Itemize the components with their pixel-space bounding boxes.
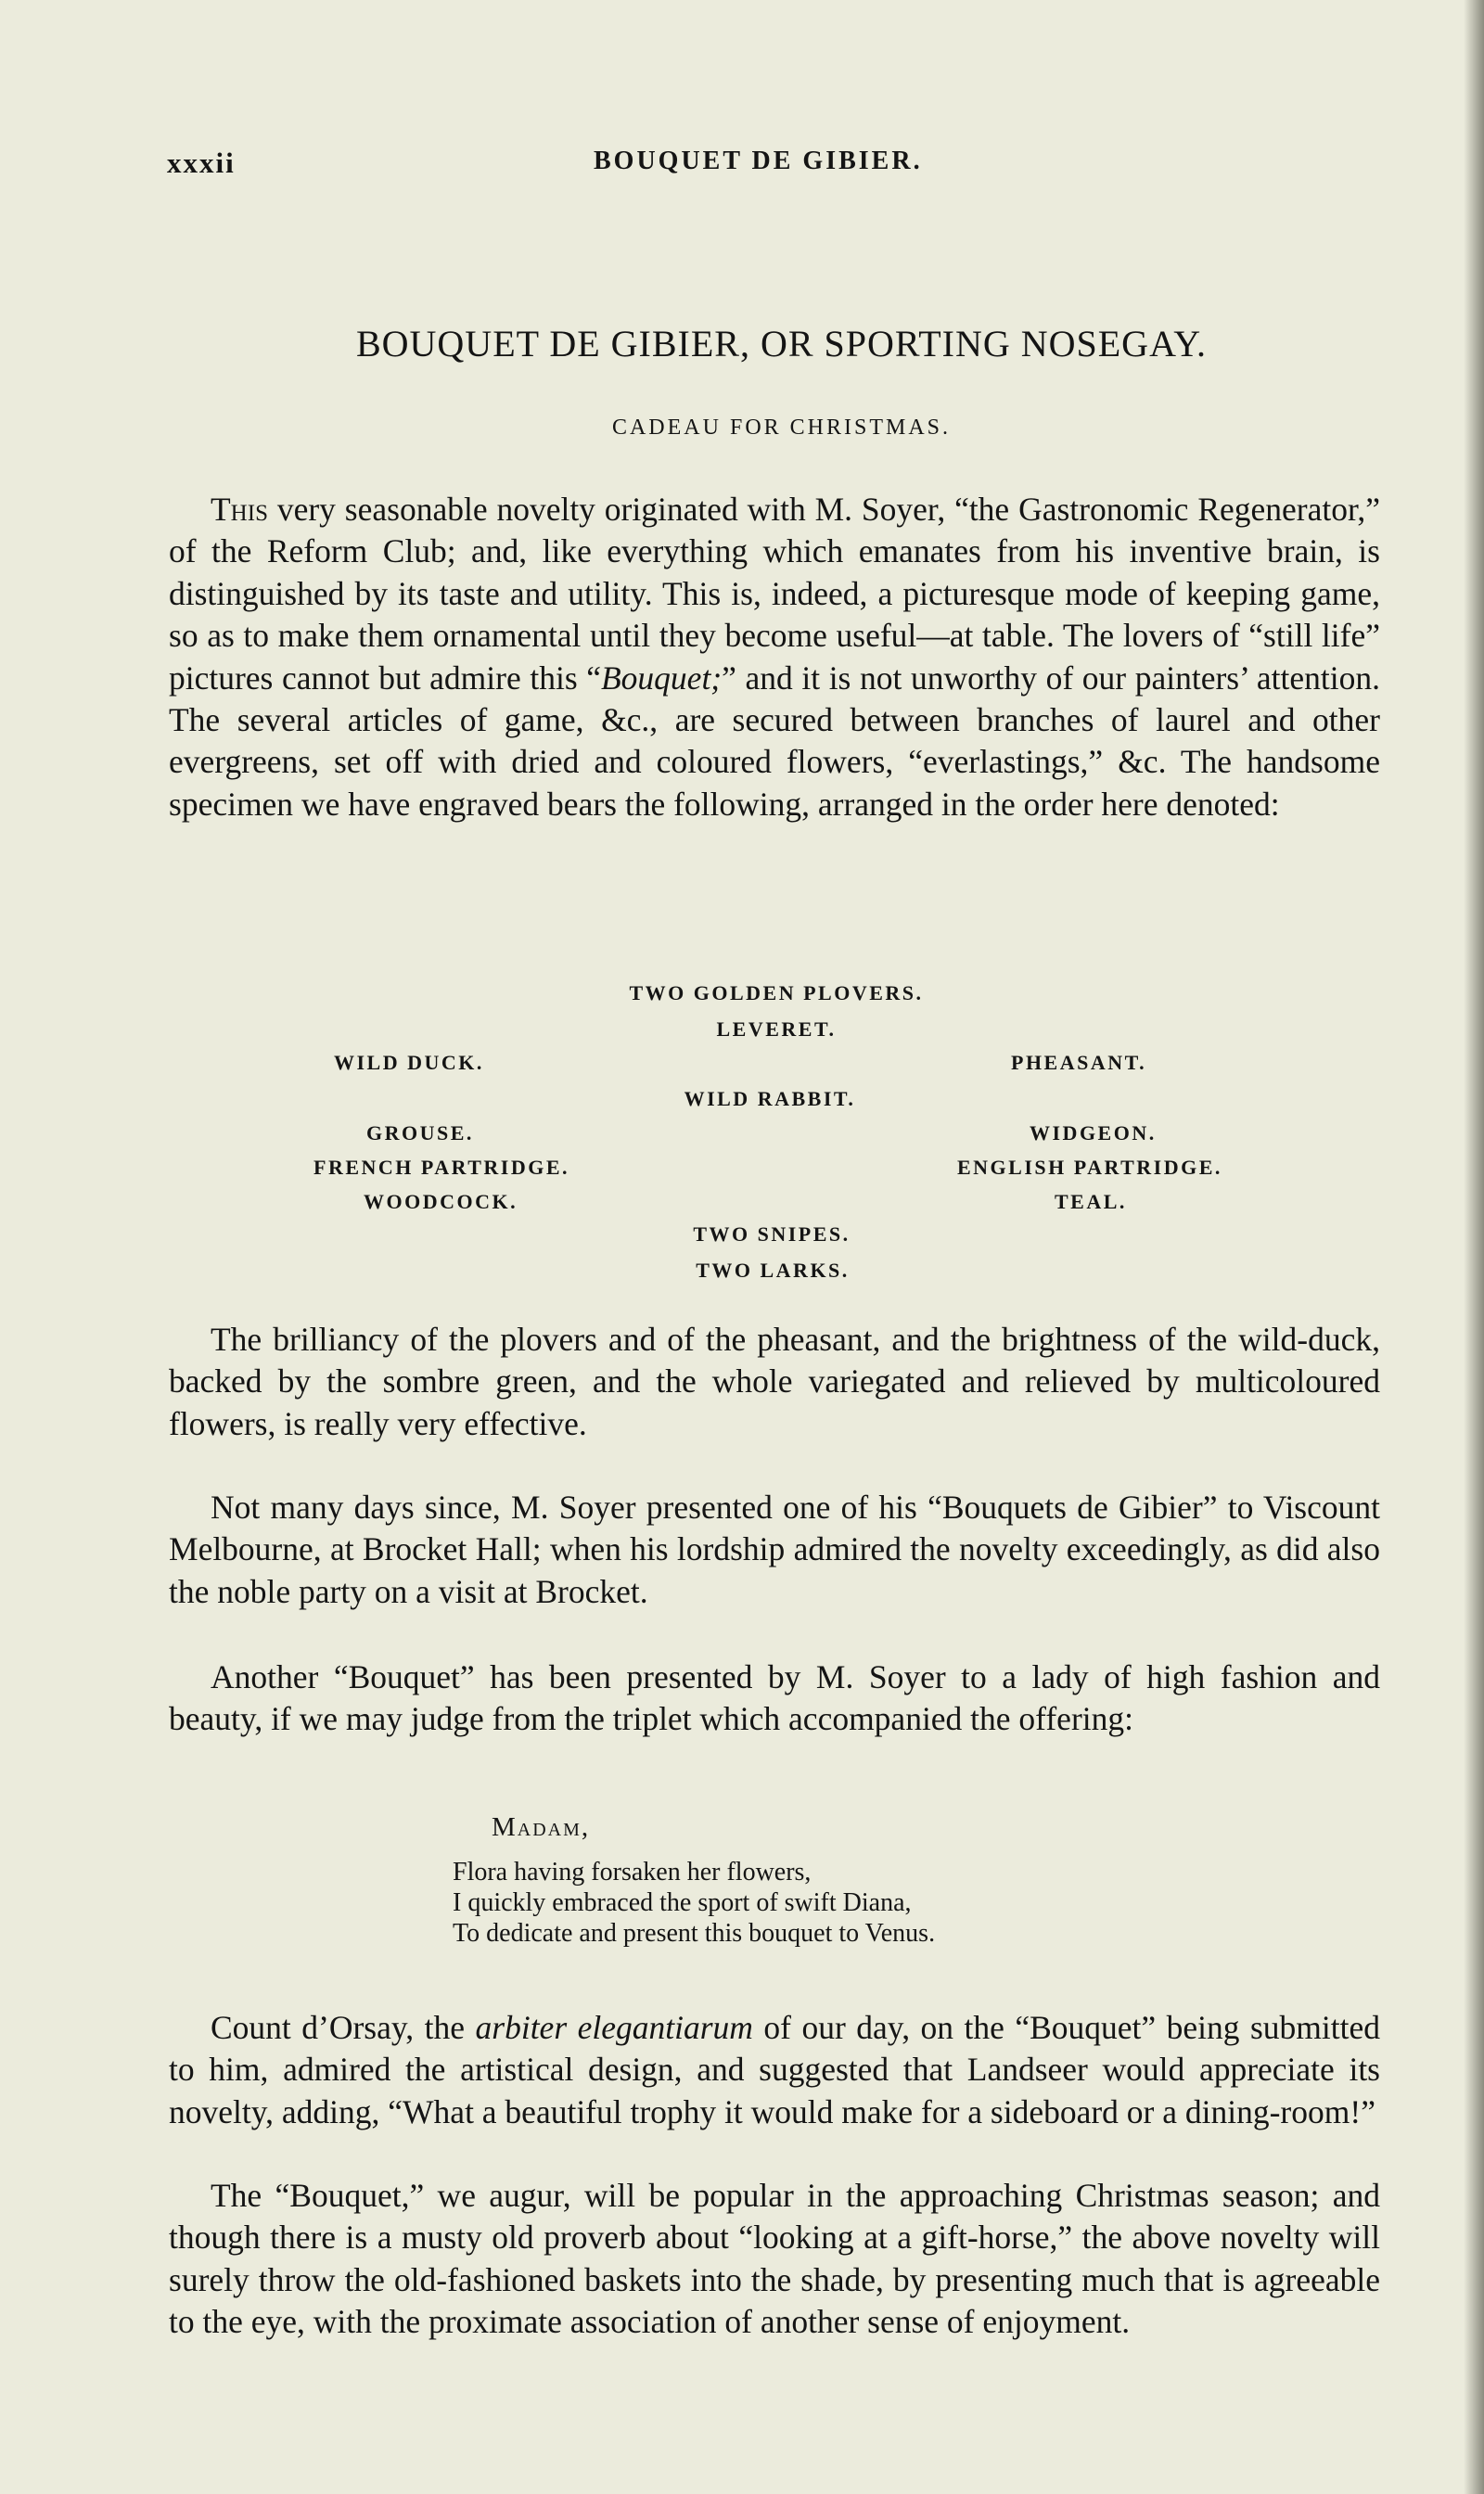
intro-text-2: ” and it is not unworthy of our painters’ attention. The several articles of game, &c., are secured between branches of laurel and other evergreens, set off with dried and coloured flowers, “everlastings,” &c. The handsome specimen we have engraved bears the following, arranged in the order here denoted: xyxy=(169,659,1380,823)
paragraph-count-dorsay xyxy=(169,2007,1380,2133)
verse-salutation: Madam, xyxy=(492,1812,591,1842)
list-two-snipes: TWO SNIPES. xyxy=(693,1222,851,1246)
orsay-emphasis: arbiter elegantiarum xyxy=(475,2009,753,2046)
list-pheasant: PHEASANT. xyxy=(1011,1051,1147,1074)
page-number: xxxii xyxy=(167,147,236,179)
list-wild-rabbit: WILD RABBIT. xyxy=(684,1087,856,1110)
article-title: BOUQUET DE GIBIER, OR SPORTING NOSEGAY. xyxy=(355,323,1208,365)
list-leveret: LEVERET. xyxy=(716,1017,837,1041)
list-french-partridge: FRENCH PARTRIDGE. xyxy=(313,1156,569,1179)
paragraph-melbourne: Not many days since, M. Soyer presented one of his “Bouquets de Gibier” to Viscount Melbourne, at Brocket Hall; when his lordship admired the novelty exceedingly, as did also the noble party on a visit at Brocket. xyxy=(169,1489,1380,1610)
intro-paragraph xyxy=(169,489,1380,825)
list-grouse: GROUSE. xyxy=(366,1121,474,1145)
orsay-text-1: Count d’Orsay, the xyxy=(211,2009,476,2046)
intro-text-1: very seasonable novelty originated with M. Soyer, “the Gastronomic Regenerator,” of the Reform Club; and, like everything which emanates from his inventive brain, is distinguished by its taste and utility. This is, indeed, a picturesque mode of keeping game, so as to make them ornamental until they become useful—at table. The lovers of “still life” pictures cannot but admire this “ xyxy=(169,491,1380,697)
intro-emphasis: Bouquet; xyxy=(601,659,723,697)
list-english-partridge: ENGLISH PARTRIDGE. xyxy=(957,1156,1222,1179)
list-two-golden-plovers: TWO GOLDEN PLOVERS. xyxy=(629,981,924,1004)
verse-line-1: Flora having forsaken her flowers, xyxy=(453,1858,812,1886)
article-subtitle: CADEAU FOR CHRISTMAS. xyxy=(611,416,952,440)
list-woodcock: WOODCOCK. xyxy=(364,1190,518,1213)
orsay-text-2: of our day, on the “Bouquet” being submitted to him, admired the artistical design, and suggested that Landseer would appreciate its novelty, adding, “What a beautiful trophy it would make for a sideboard or a dining-room!” xyxy=(169,2009,1381,2130)
verse-line-3: To dedicate and present this bouquet to Venus. xyxy=(453,1919,936,1948)
running-title: BOUQUET DE GIBIER. xyxy=(594,147,923,175)
paragraph-another-bouquet: Another “Bouquet” has been presented by M. Soyer to a lady of high fashion and beauty, if we may judge from the triplet which accompanied the offering: xyxy=(169,1658,1380,1738)
paragraph-brilliancy: The brilliancy of the plovers and of the pheasant, and the brightness of the wild-duck, backed by the sombre green, and the whole variegated and relieved by multicoloured flowers, is really very effective. xyxy=(169,1321,1380,1442)
intro-lead-word: This xyxy=(211,491,268,528)
verse-line-2: I quickly embraced the sport of swift Diana, xyxy=(453,1888,912,1917)
list-teal: TEAL. xyxy=(1055,1190,1127,1213)
list-wild-duck: WILD DUCK. xyxy=(334,1051,484,1074)
page-edge-shadow xyxy=(1464,0,1484,2494)
list-two-larks: TWO LARKS. xyxy=(696,1259,850,1282)
paragraph-closing: The “Bouquet,” we augur, will be popular in the approaching Christmas season; and though there is a musty old proverb about “looking at a gift-horse,” the above novelty will surely throw the old-fashioned baskets into the shade, by presenting much that is agreeable to the eye, with the proximate association of another sense of enjoyment. xyxy=(169,2177,1380,2341)
running-head xyxy=(167,147,1377,184)
list-widgeon: WIDGEON. xyxy=(1030,1121,1157,1145)
